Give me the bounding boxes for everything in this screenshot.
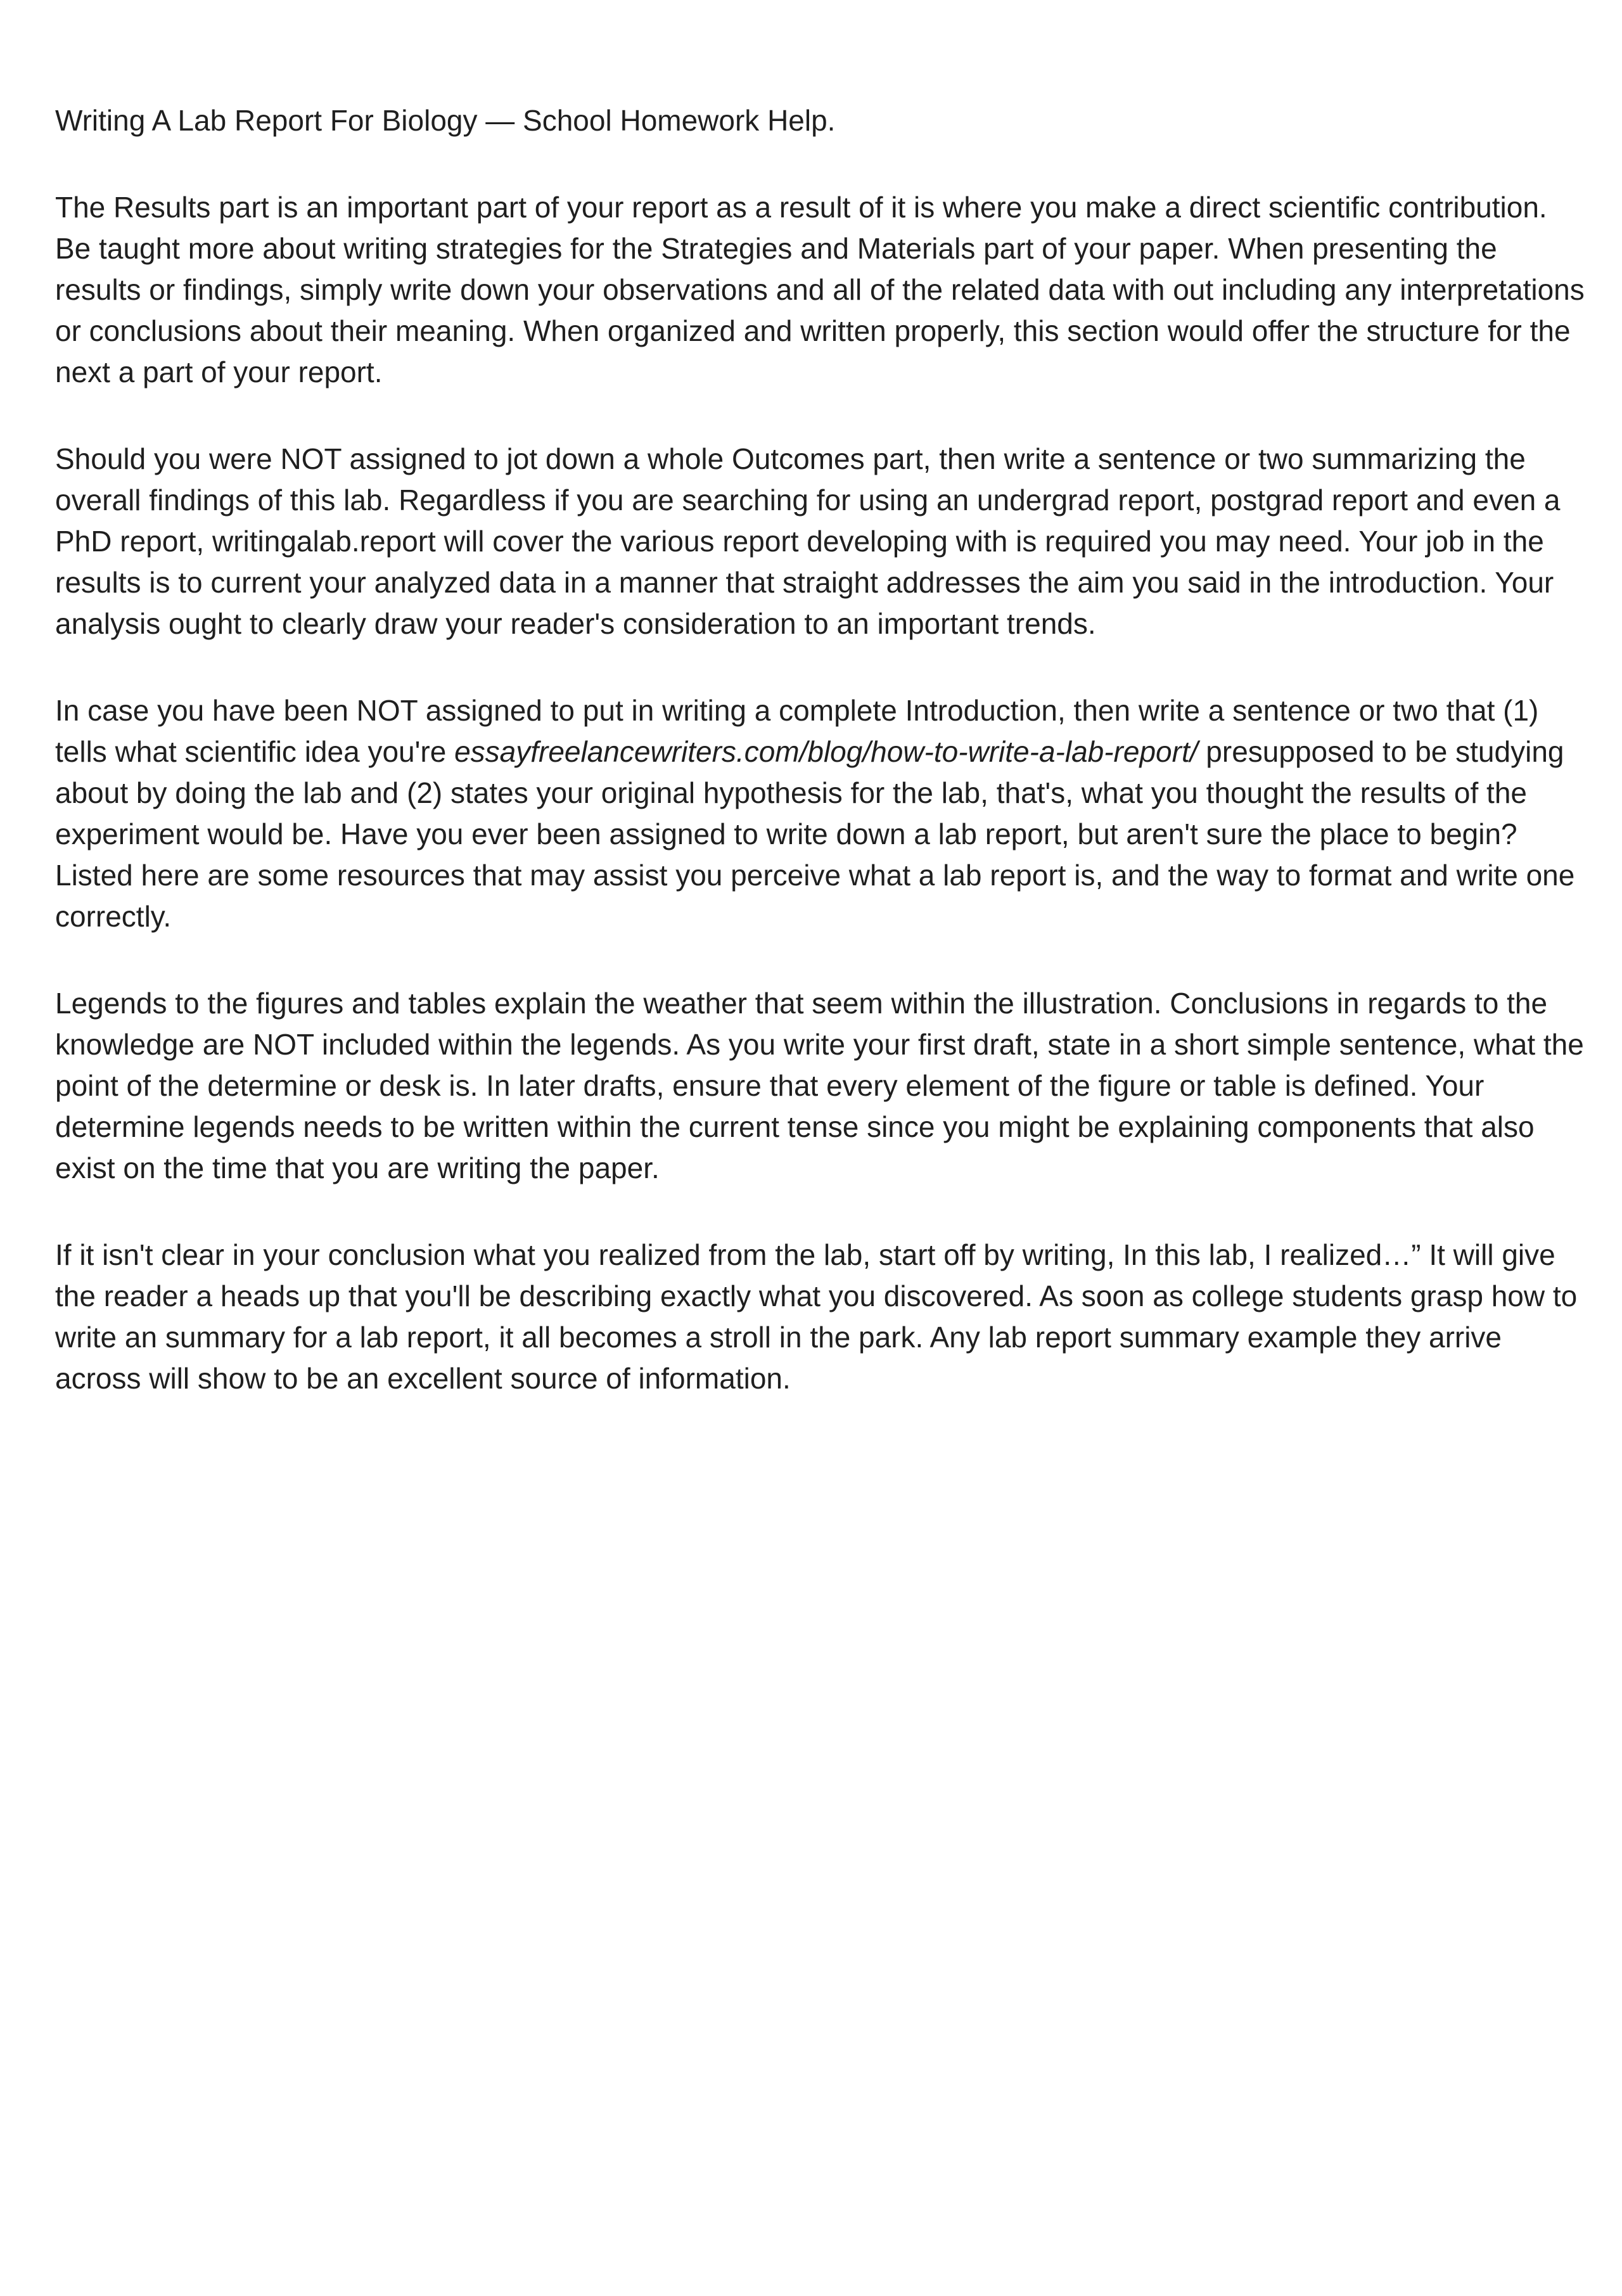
essay-link[interactable]: essayfreelancewriters.com/blog/how-to-write-a-lab-report/ (454, 735, 1198, 768)
paragraph-introduction (55, 690, 1588, 937)
document-title: Writing A Lab Report For Biology — School Homework Help. (55, 104, 836, 137)
document-body (55, 100, 1588, 1445)
paragraph-outcomes: Should you were NOT assigned to jot down a whole Outcomes part, then write a sentence or two summarizing the overall findings of this lab. Regardless if you are searching for using an undergrad report, postgrad report and even a PhD report, writingalab.report will cover the various report developing with is required you may need. Your job in the results is to current your analyzed data in a manner that straight addresses the aim you said in the introduction. Your analysis ought to clearly draw your reader's consideration to an important trends. (55, 442, 1561, 640)
paragraph-text-before-link: In case you have been NOT assigned to put in writing a complete Introduction, then write a sentence or two that (1) tells what scientific idea you're (55, 694, 1539, 768)
paragraph-results: The Results part is an important part of your report as a result of it is where you make a direct scientific contribution. Be taught more about writing strategies for the Strategies and Materials part of your paper. When presenting the results or findings, simply write down your observations and all of the related data with out including any interpretations or conclusions about their meaning. When organized and written properly, this section would offer the structure for the next a part of your report. (55, 191, 1585, 388)
paragraph-text-after-link: presupposed to be studying about by doing the lab and (2) states your original hypothesis for the lab, that's, what you thought the results of the experiment would be. Have you ever been assigned to write down a lab report, but aren't sure the place to begin? Listed here are some resources that may assist you perceive what a lab report is, and the way to format and write one correctly. (55, 735, 1575, 933)
paragraph-legends: Legends to the figures and tables explain the weather that seem within the illustration. Conclusions in regards to the knowledge are NOT included within the legends. As you write your first draft, state in a short simple sentence, what the point of the determine or desk is. In later drafts, ensure that every element of the figure or table is defined. Your determine legends needs to be written within the current tense since you might be explaining components that also exist on the time that you are writing the paper. (55, 987, 1584, 1184)
paragraph-conclusion: If it isn't clear in your conclusion what you realized from the lab, start off by writing, In this lab, I realized…” It will give the reader a heads up that you'll be describing exactly what you discovered. As soon as college students grasp how to write an summary for a lab report, it all becomes a stroll in the park. Any lab report summary example they arrive across will show to be an excellent source of information. (55, 1238, 1578, 1395)
